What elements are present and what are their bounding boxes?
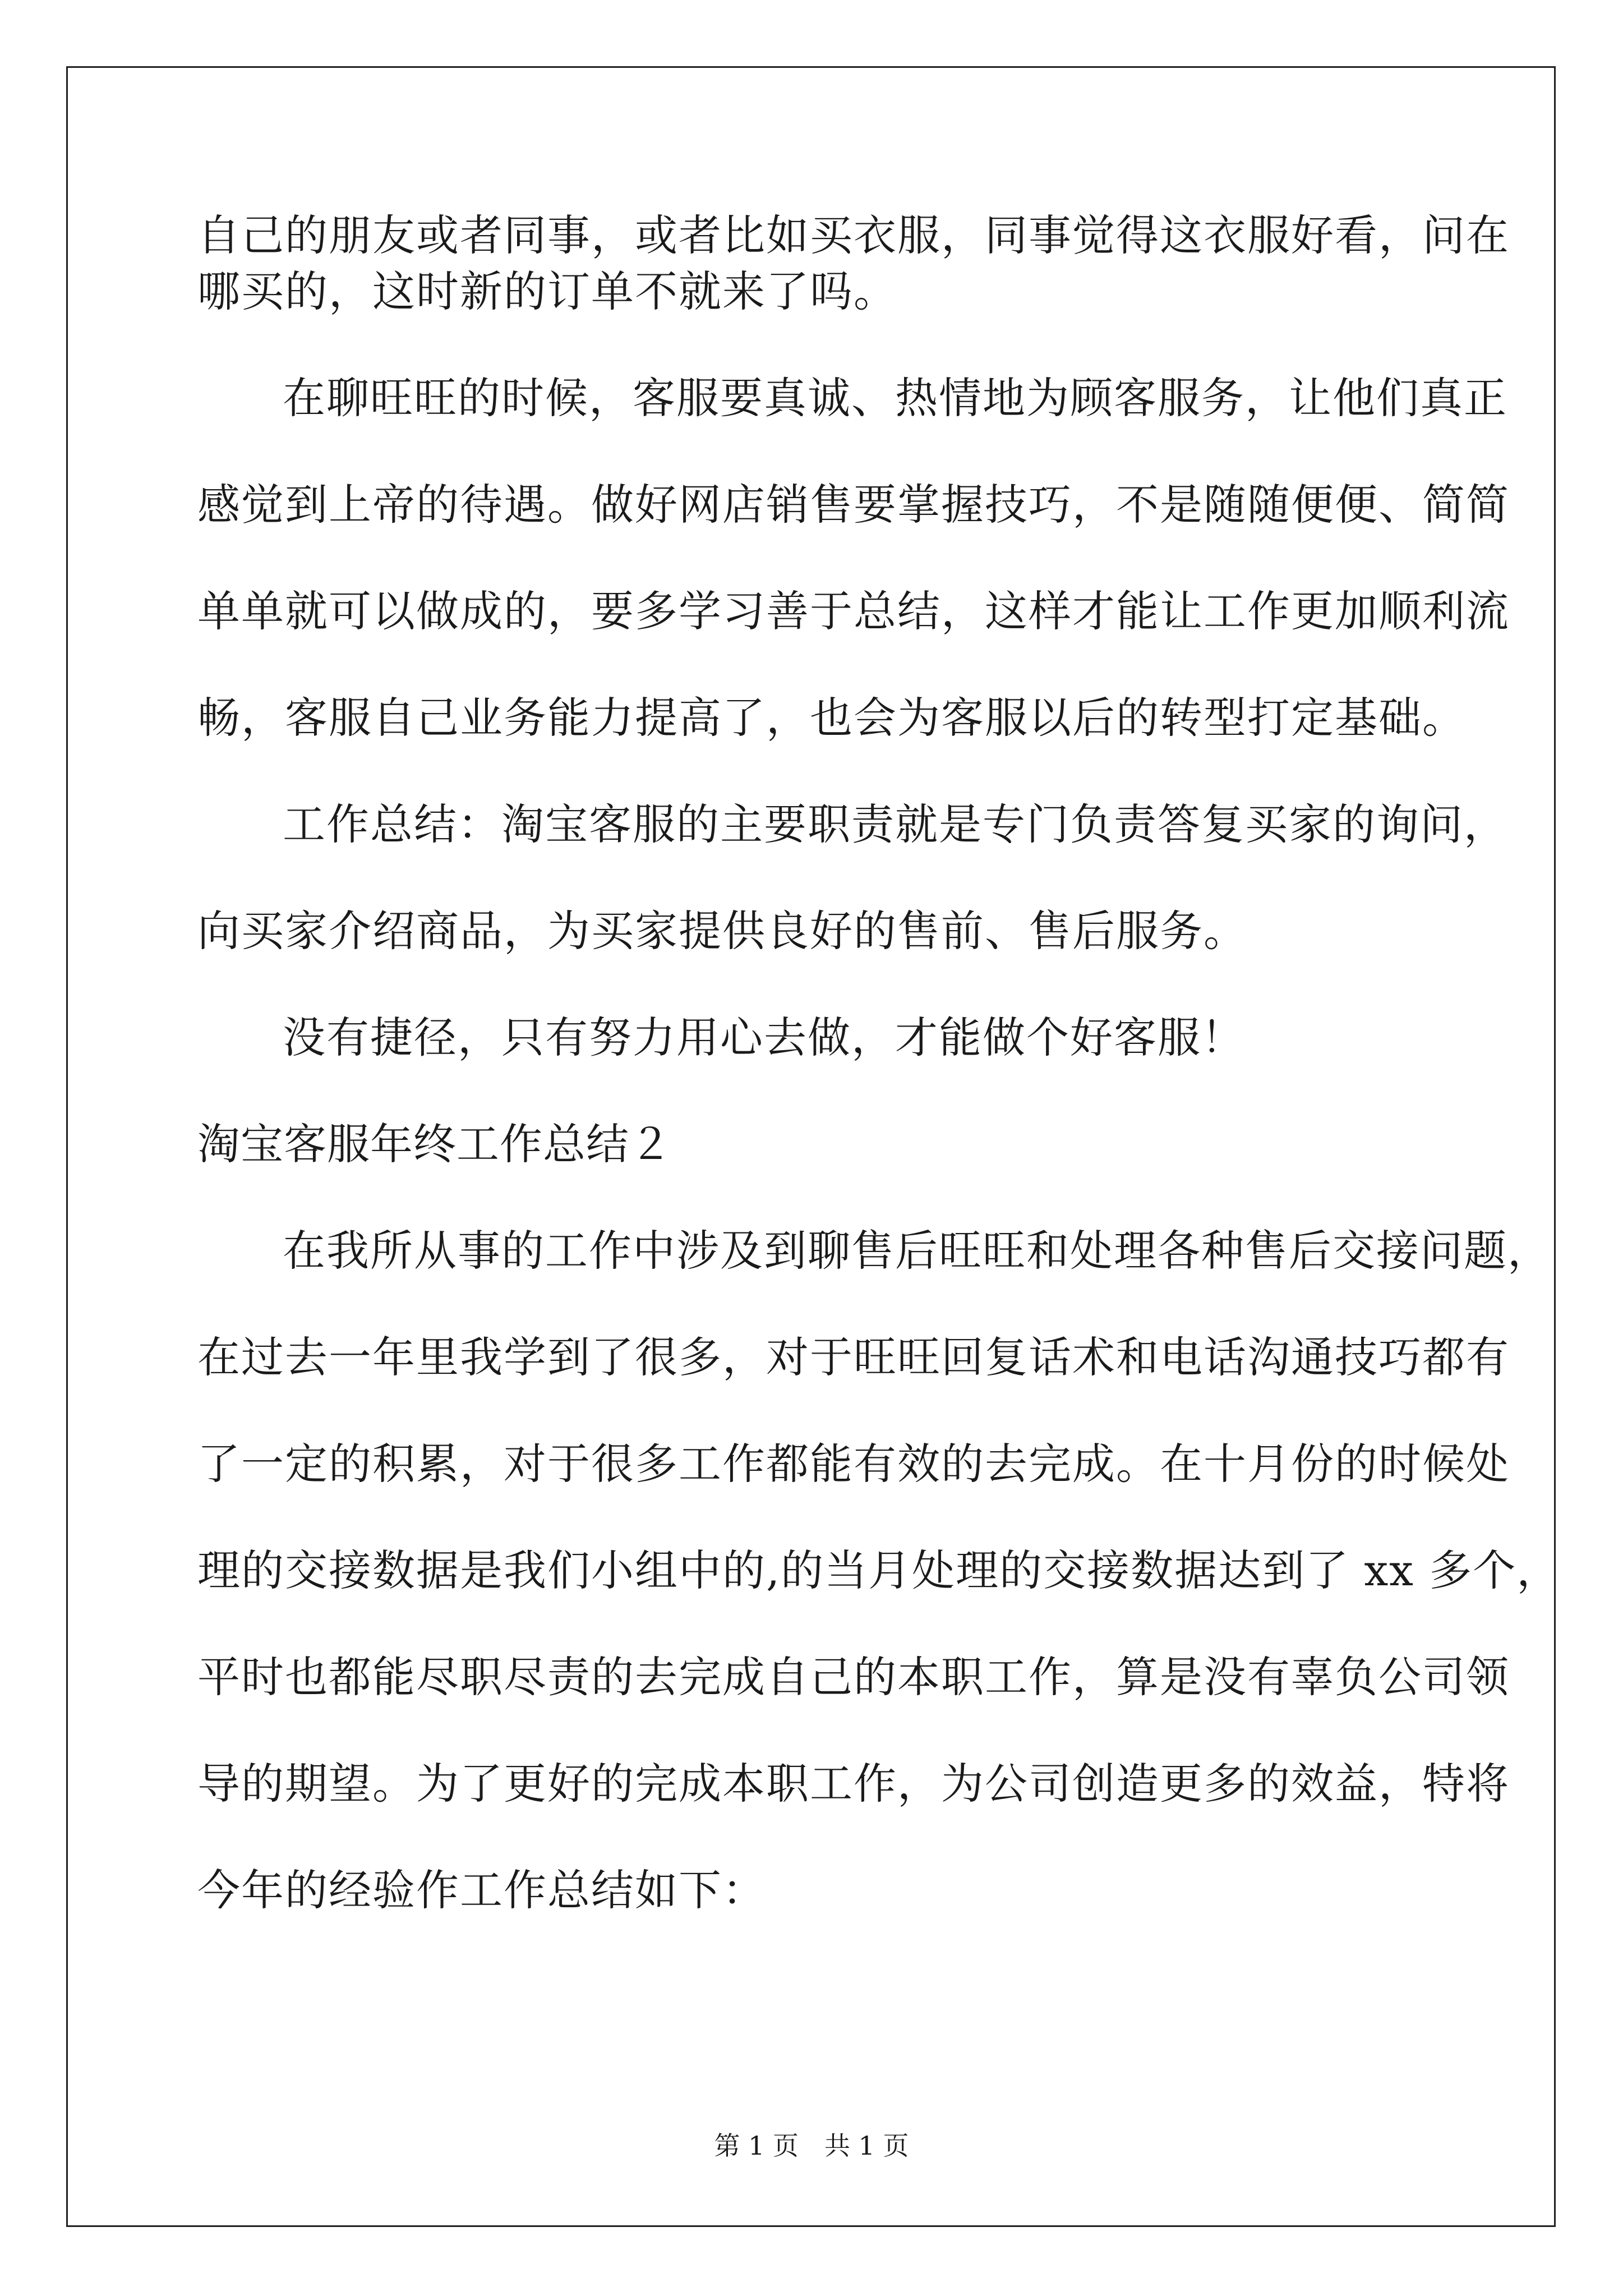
text-line: 今年的经验作工作总结如下： xyxy=(197,1865,766,1915)
section-heading: 淘宝客服年终工作总结２ xyxy=(197,1119,672,1169)
text-line: 了一定的积累，对于很多工作都能有效的去完成。在十月份的时候处 xyxy=(197,1439,1510,1489)
text-line: 理的交接数据是我们小组中的,的当月处理的交接数据达到了 xx 多个， xyxy=(197,1545,1561,1595)
text-line: 工作总结：淘宝客服的主要职责就是专门负责答复买家的询问， xyxy=(283,799,1507,849)
text-line: 自己的朋友或者同事，或者比如买衣服，同事觉得这衣服好看，问在 xyxy=(197,210,1510,260)
text-line: 向买家介绍商品，为买家提供良好的售前、售后服务。 xyxy=(197,906,1247,956)
text-line: 平时也都能尽职尽责的去完成自己的本职工作，算是没有辜负公司领 xyxy=(197,1652,1510,1702)
text-line: 在我所从事的工作中涉及到聊售后旺旺和处理各种售后交接问题， xyxy=(283,1226,1551,1276)
text-line: 感觉到上帝的待遇。做好网店销售要掌握技巧，不是随随便便、简简 xyxy=(197,480,1510,530)
text-line: 在聊旺旺的时候，客服要真诚、热情地为顾客服务，让他们真正 xyxy=(283,373,1507,423)
page-footer: 第 1 页 共 1 页 xyxy=(714,2131,909,2161)
document-body xyxy=(197,208,1561,1918)
text-line: 导的期望。为了更好的完成本职工作，为公司创造更多的效益，特将 xyxy=(197,1759,1510,1809)
text-line: 没有捷径，只有努力用心去做，才能做个好客服！ xyxy=(283,1013,1245,1062)
text-line: 在过去一年里我学到了很多，对于旺旺回复话术和电话沟通技巧都有 xyxy=(197,1332,1510,1382)
text-line: 畅，客服自己业务能力提高了，也会为客服以后的转型打定基础。 xyxy=(197,693,1466,743)
text-line: 哪买的，这时新的订单不就来了吗。 xyxy=(197,266,897,316)
text-line: 单单就可以做成的，要多学习善于总结，这样才能让工作更加顺利流 xyxy=(197,586,1510,636)
